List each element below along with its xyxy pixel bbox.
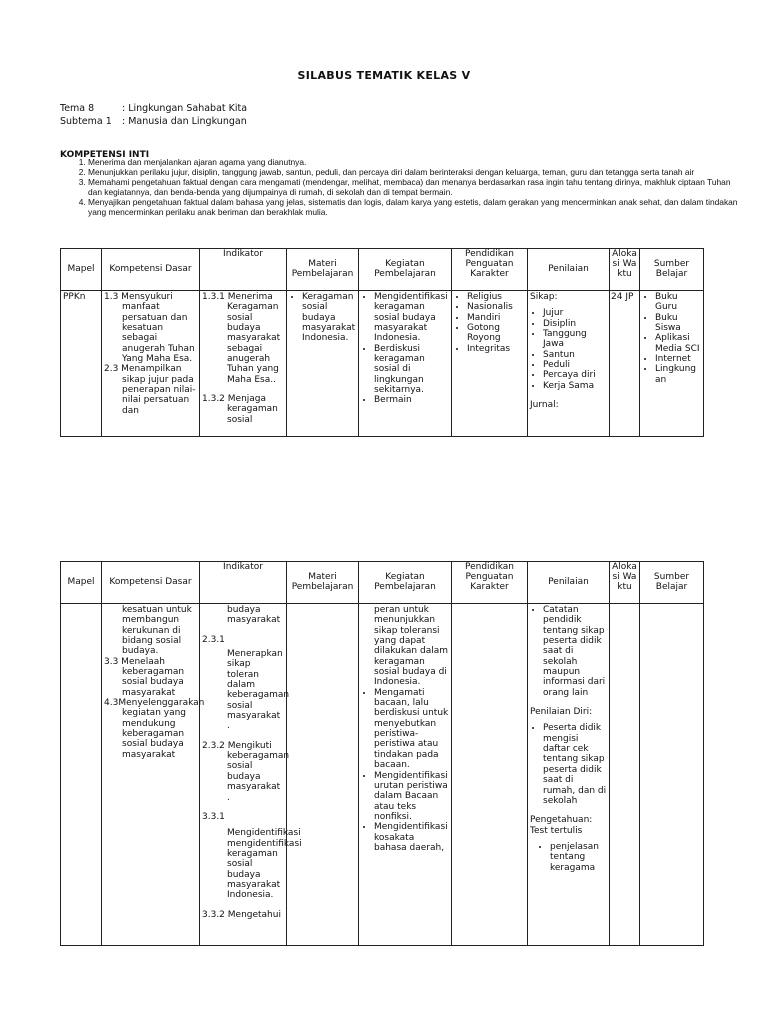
kd-item: 1.3 Mensyukuri manfaat persatuan dan kesatuan sebagai anugerah Tuhan Yang Maha Esa.: [104, 292, 195, 365]
kegiatan-item: • Mengamati bacaan, lalu berdiskusi untuk menyebutkan peristiwa-peristiwa atau tindakan pada bacaan.: [374, 688, 449, 771]
indikator-cell: [200, 291, 287, 437]
table-row: [61, 604, 704, 946]
col-sumber: Sumber Belajar: [640, 249, 704, 291]
sumber-item: • Internet: [655, 354, 701, 364]
indikator-number: 3.3.1: [202, 811, 225, 822]
col-kompetensi-dasar: Kompetensi Dasar: [102, 249, 200, 291]
penilaian-item: • Jujur: [543, 308, 607, 318]
penilaian-cell: [528, 604, 610, 946]
ppk-item: • Gotong Royong: [467, 323, 525, 344]
ppk-item: • Nasionalis: [467, 302, 525, 312]
col-kegiatan: Kegiatan Pembelajaran: [359, 249, 452, 291]
indikator-item: 1.3.1 Menerima Keragaman sosial budaya masyarakat sebagai anugerah Tuhan yang Maha Esa..: [202, 292, 281, 385]
sumber-item: • Lingkungan: [655, 364, 701, 385]
tema-label: Tema 8: [60, 103, 95, 114]
sumber-cell: [640, 604, 704, 946]
materi-cell: [287, 291, 359, 437]
penilaian-item: • Peserta didik mengisi daftar cek tentang sikap peserta didik saat di rumah, dan di sekolah: [543, 723, 607, 806]
ki-item: 1. Menerima dan menjalankan ajaran agama yang dianutnya.: [88, 157, 738, 167]
subtema-value: : Manusia dan Lingkungan: [122, 116, 247, 127]
kd-item: 2.3 Menampilkan sikap jujur pada penerapan nilai-nilai persatuan dan: [104, 364, 196, 416]
kegiatan-cell: [359, 291, 452, 437]
col-alokasi: Alokasi Waktu: [610, 562, 640, 604]
ki-item: 4. Menyajikan pengetahuan faktual dalam bahasa yang jelas, sistematis dan logis, dalam karya yang estetis, dalam gerakan yang mencerminkan anak sehat, dan dalam tindakan yang mencerminkan perilaku anak beriman dan berakhlak mulia.: [88, 197, 738, 217]
col-ppk: Pendidikan Penguatan Karakter: [452, 562, 528, 604]
penilaian-cell: [528, 291, 610, 437]
ki-item: 2. Menunjukkan perilaku jujur, disiplin, tanggung jawab, santun, peduli, dan percaya diri dalam berinteraksi dengan keluarga, teman, guru dan tetangga serta tanah air: [88, 167, 738, 177]
kegiatan-item: • Mengidentifikasi keragaman sosial budaya masyarakat Indonesia.: [374, 292, 449, 344]
penilaian-item: • Peduli: [543, 360, 607, 370]
penilaian-item: • Catatan pendidik tentang sikap peserta didik saat di sekolah maupun informasi dari orang lain: [543, 605, 607, 698]
mapel-cell: [61, 604, 102, 946]
col-indikator: Indikator: [200, 249, 287, 291]
kegiatan-cell: [359, 604, 452, 946]
col-ppk: Pendidikan Penguatan Karakter: [452, 249, 528, 291]
kegiatan-item: • Mengidentifikasi kosakata bahasa daerah,: [374, 822, 449, 853]
sumber-cell: [640, 291, 704, 437]
materi-cell: [287, 604, 359, 946]
col-penilaian: Penilaian: [528, 249, 610, 291]
kegiatan-item: peran untuk menunjukkan sikap toleransi yang dapat dilakukan dalam keragaman sosial budaya di Indonesia.: [374, 605, 449, 688]
kd-cell: [102, 291, 200, 437]
silabus-table-1: [60, 248, 704, 437]
indikator-item: Menerapkan sikap toleran dalam keberagaman sosial masyarakat .: [227, 649, 290, 732]
materi-item: • Keragaman sosial budaya masyarakat Indonesia.: [302, 292, 356, 344]
sumber-item: • Aplikasi Media SCI: [655, 333, 701, 354]
table-row: [61, 291, 704, 437]
ppk-cell: [452, 291, 528, 437]
col-kompetensi-dasar: Kompetensi Dasar: [102, 562, 200, 604]
col-penilaian: Penilaian: [528, 562, 610, 604]
col-kegiatan: Kegiatan Pembelajaran: [359, 562, 452, 604]
silabus-table-2: [60, 561, 704, 946]
ppk-item: • Religius: [467, 292, 525, 302]
indikator-item: 2.3.2 Mengikuti keberagaman sosial budaya masyarakat .: [202, 740, 290, 803]
penilaian-pengetahuan: Pengetahuan: Test tertulis: [530, 815, 593, 836]
indikator-number: 2.3.1: [202, 634, 225, 645]
indikator-item: 3.3.2 Mengetahui: [202, 909, 281, 920]
col-materi: Materi Pembelajaran: [287, 249, 359, 291]
penilaian-diri-heading: Penilaian Diri:: [530, 707, 593, 718]
kegiatan-item: • Mengidentifikasi urutan peristiwa dalam Bacaan atau teks nonfiksi.: [374, 771, 449, 823]
kegiatan-item: • Bermain: [374, 395, 449, 405]
col-alokasi: Alokasi Waktu: [610, 249, 640, 291]
subtema-label: Subtema 1: [60, 116, 112, 127]
tema-line: [60, 104, 247, 115]
penilaian-item: • Disiplin: [543, 319, 607, 329]
indikator-item: 1.3.2 Menjaga keragaman sosial: [202, 394, 278, 425]
col-mapel: Mapel: [61, 562, 102, 604]
col-indikator: Indikator: [200, 562, 287, 604]
col-materi: Materi Pembelajaran: [287, 562, 359, 604]
kd-cell: [102, 604, 205, 946]
ppk-item: • Integritas: [467, 344, 525, 354]
indikator-item: budaya masyarakat: [227, 605, 281, 626]
mapel-cell: PPKn: [61, 291, 102, 437]
sumber-item: • Buku Guru: [655, 292, 701, 313]
col-mapel: Mapel: [61, 249, 102, 291]
kd-item: 4.3Menyelenggarakan kegiatan yang mendukung keberagaman sosial budaya masyarakat: [104, 698, 205, 760]
ki-item: 3. Memahami pengetahuan faktual dengan cara mengamati (mendengar, melihat, membaca) dan menanya berdasarkan rasa ingin tahu tentang dirinya, makhluk ciptaan Tuhan dan kegiatannya, dan benda-benda yang dijumpainya di rumah, di sekolah dan di tempat bermain.: [88, 177, 738, 197]
kd-item: kesatuan untuk membangun kerukunan di bidang sosial budaya.: [122, 605, 192, 657]
alokasi-cell: 24 JP: [610, 291, 640, 437]
penilaian-item: • penjelasan tentang keragama: [550, 842, 607, 873]
kompetensi-inti-heading: KOMPETENSI INTI: [60, 150, 150, 160]
penilaian-item: • Percaya diri: [543, 370, 607, 380]
indikator-item: Mengidentifikasi mengidentifikasi keragaman sosial budaya masyarakat Indonesia.: [227, 828, 302, 901]
kegiatan-item: • Berdiskusi keragaman sosial di lingkungan sekitarnya.: [374, 344, 449, 396]
alokasi-cell: [610, 604, 640, 946]
tema-value: : Lingkungan Sahabat Kita: [122, 103, 248, 114]
penilaian-item: • Kerja Sama: [543, 381, 607, 391]
table-header-row: [61, 249, 704, 291]
page-title: SILABUS TEMATIK KELAS V: [297, 69, 471, 82]
penilaian-item: • Tanggung Jawa: [543, 329, 607, 350]
ppk-cell: [452, 604, 528, 946]
penilaian-item: • Santun: [543, 350, 607, 360]
penilaian-jurnal: Jurnal:: [530, 400, 559, 411]
table-header-row: [61, 562, 704, 604]
indikator-cell: [200, 604, 302, 946]
penilaian-sikap-heading: Sikap:: [530, 292, 558, 302]
ppk-item: • Mandiri: [467, 313, 525, 323]
col-sumber: Sumber Belajar: [640, 562, 704, 604]
sumber-item: • Buku Siswa: [655, 313, 701, 334]
kd-item: 3.3 Menelaah keberagaman sosial budaya masyarakat: [104, 656, 185, 698]
subtema-line: [60, 117, 247, 128]
kompetensi-inti-list: [60, 157, 738, 217]
